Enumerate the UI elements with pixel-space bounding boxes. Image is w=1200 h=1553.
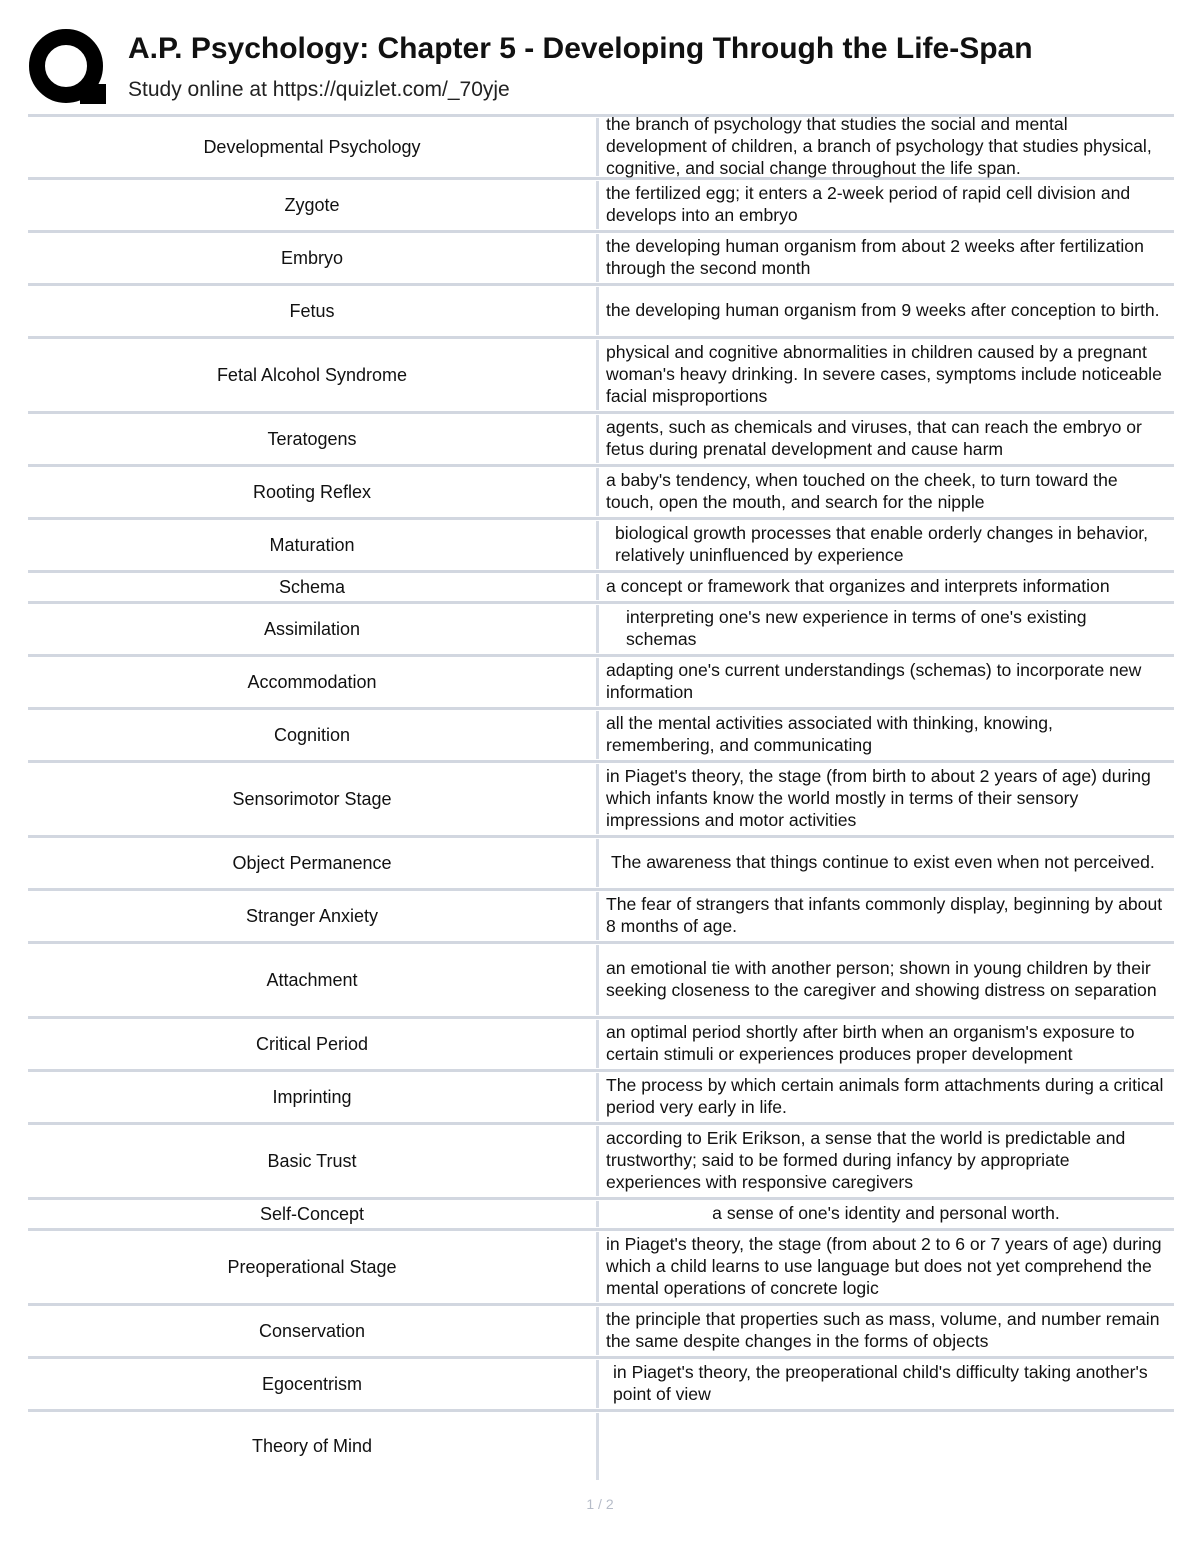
card-term: Developmental Psychology [203, 136, 421, 157]
card-term: Object Permanence [232, 852, 392, 873]
quizlet-logo-icon [28, 28, 108, 108]
flashcard-table [28, 114, 1174, 1481]
table-row [28, 1356, 1174, 1409]
card-definition: an emotional tie with another person; shown in young children by their seeking closeness to the caregiver and showing distress on separation [606, 958, 1157, 1000]
table-row [28, 601, 1174, 654]
table-row [28, 1069, 1174, 1122]
card-term: Accommodation [247, 671, 377, 692]
card-definition [599, 1412, 1174, 1481]
card-term: Rooting Reflex [252, 481, 372, 502]
table-row [28, 1122, 1174, 1197]
table-row [28, 654, 1174, 707]
table-row [28, 1197, 1174, 1228]
card-term: Self-Concept [259, 1203, 365, 1224]
study-online-link[interactable]: Study online at https://quizlet.com/_70yje [128, 78, 510, 101]
card-term: Theory of Mind [251, 1436, 373, 1456]
card-term: Zygote [284, 194, 340, 215]
card-term: Conservation [258, 1320, 366, 1341]
table-row [28, 336, 1174, 411]
table-row [28, 835, 1174, 888]
card-definition: The fear of strangers that infants commonly display, beginning by about 8 months of age. [606, 894, 1163, 936]
card-definition: in Piaget's theory, the preoperational child's difficulty taking another's point of view [613, 1362, 1148, 1404]
card-term: Maturation [269, 534, 355, 555]
card-term: Attachment [266, 969, 358, 990]
card-term: Sensorimotor Stage [232, 788, 392, 809]
table-row [28, 1409, 1174, 1481]
table-row [28, 941, 1174, 1016]
page-title: A.P. Psychology: Chapter 5 - Developing Through the Life-Span [128, 32, 1033, 65]
card-definition: in Piaget's theory, the stage (from about 2 to 6 or 7 years of age) during which a child learns to use language but does not yet comprehend the mental operations of concrete logic [606, 1234, 1162, 1298]
card-definition: interpreting one's new experience in terms of one's existing schemas [626, 607, 1087, 649]
card-definition: agents, such as chemicals and viruses, that can reach the embryo or fetus during prenatal development and cause harm [606, 417, 1142, 459]
card-term: Assimilation [263, 618, 361, 639]
card-term: Egocentrism [261, 1373, 363, 1394]
card-definition: the branch of psychology that studies the social and mental development of children, a branch of psychology that studies physical, cognitive, and social change throughout the life span. [606, 114, 1152, 178]
card-definition: all the mental activities associated with thinking, knowing, remembering, and communicating [606, 713, 1053, 755]
card-definition: biological growth processes that enable orderly changes in behavior, relatively uninfluenced by experience [615, 523, 1149, 565]
card-term: Fetal Alcohol Syndrome [216, 364, 408, 385]
table-row [28, 411, 1174, 464]
table-row [28, 517, 1174, 570]
card-definition: The process by which certain animals form attachments during a critical period very early in life. [606, 1075, 1164, 1117]
card-term: Teratogens [267, 428, 357, 449]
table-row [28, 464, 1174, 517]
card-term: Basic Trust [267, 1150, 357, 1171]
table-row [28, 888, 1174, 941]
table-row [28, 707, 1174, 760]
card-term: Imprinting [272, 1086, 352, 1107]
card-definition: the developing human organism from about 2 weeks after fertilization through the second month [606, 236, 1144, 278]
card-definition: a concept or framework that organizes and interprets information [606, 576, 1110, 597]
page-number: 1 / 2 [586, 1496, 614, 1512]
card-term: Preoperational Stage [227, 1256, 397, 1277]
table-row [28, 114, 1174, 177]
card-definition: physical and cognitive abnormalities in children caused by a pregnant woman's heavy drinking. In severe cases, symptoms include noticeable facial misproportions [606, 342, 1162, 406]
table-row [28, 1303, 1174, 1356]
table-row [28, 760, 1174, 835]
card-term: Embryo [280, 247, 343, 268]
table-row [28, 1016, 1174, 1069]
card-definition: The awareness that things continue to exist even when not perceived. [611, 852, 1155, 873]
card-definition: the principle that properties such as mass, volume, and number remain the same despite changes in the forms of objects [606, 1309, 1160, 1351]
card-definition: adapting one's current understandings (schemas) to incorporate new information [606, 660, 1142, 702]
card-definition: a baby's tendency, when touched on the cheek, to turn toward the touch, open the mouth, and search for the nipple [606, 470, 1118, 512]
table-row [28, 1228, 1174, 1303]
card-definition: the developing human organism from 9 weeks after conception to birth. [606, 300, 1160, 321]
table-row [28, 230, 1174, 283]
card-definition: according to Erik Erikson, a sense that the world is predictable and trustworthy; said to be formed during infancy by appropriate experiences with responsive caregivers [606, 1128, 1126, 1192]
card-definition: a sense of one's identity and personal worth. [712, 1203, 1060, 1224]
card-definition: in Piaget's theory, the stage (from birth to about 2 years of age) during which infants know the world mostly in terms of their sensory impressions and motor activities [606, 766, 1151, 830]
card-term: Schema [278, 576, 346, 597]
card-definition: the fertilized egg; it enters a 2-week period of rapid cell division and develops into an embryo [606, 183, 1131, 225]
card-term: Fetus [289, 300, 335, 321]
card-definition: an optimal period shortly after birth when an organism's exposure to certain stimuli or experiences produces proper development [606, 1022, 1135, 1064]
table-row [28, 283, 1174, 336]
table-row [28, 570, 1174, 601]
card-term: Cognition [273, 724, 351, 745]
card-term: Critical Period [255, 1033, 369, 1054]
page-header [28, 28, 1178, 108]
table-row [28, 177, 1174, 230]
card-term: Stranger Anxiety [245, 905, 379, 926]
